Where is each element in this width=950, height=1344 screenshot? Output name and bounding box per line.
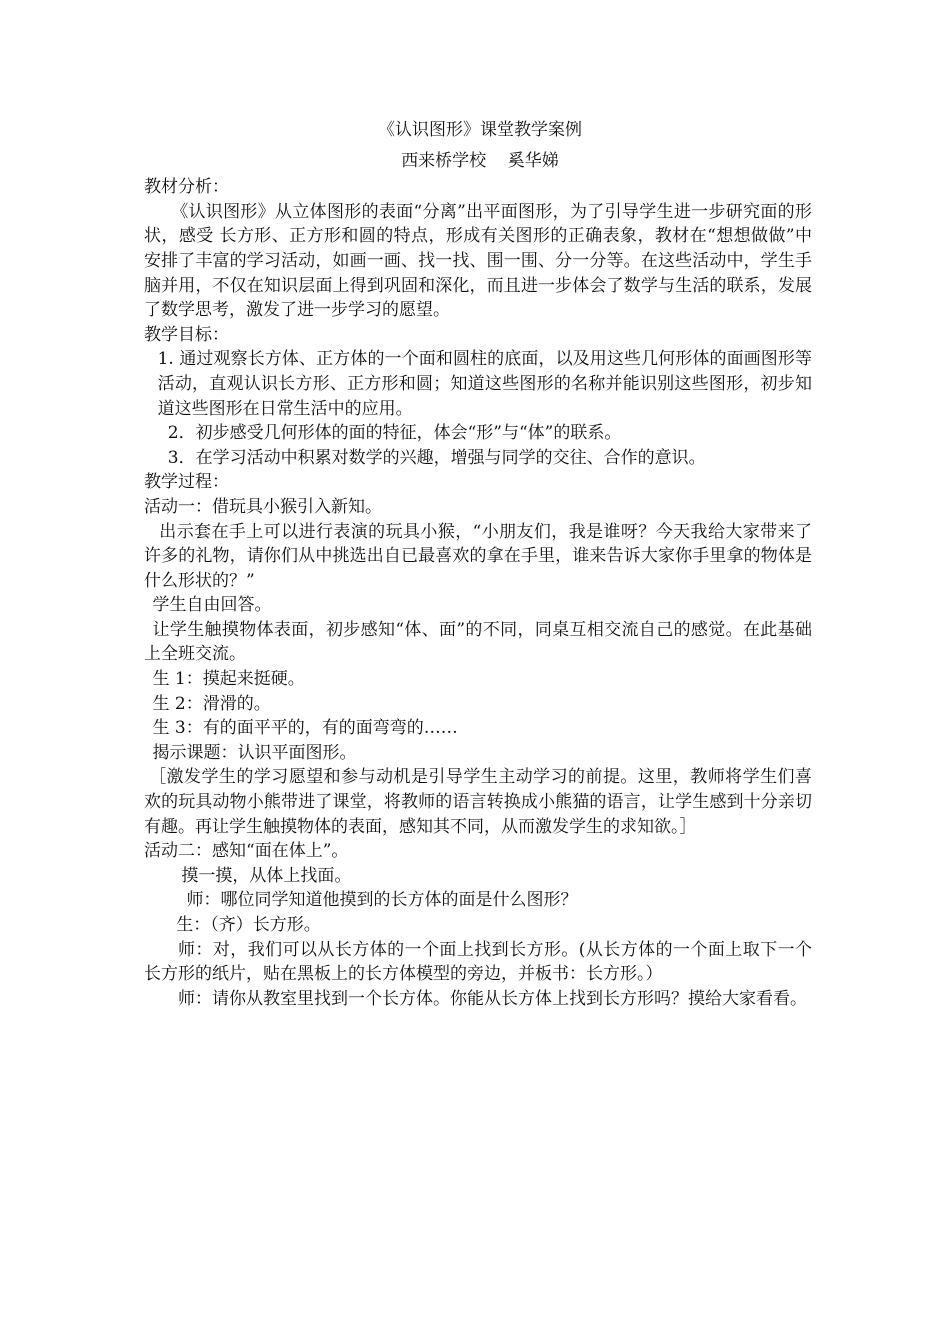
- paragraph-monkey-intro: 出示套在手上可以进行表演的玩具小猴，“小朋友们，我是谁呀？今天我给大家带来了许多的礼物，请你们从中挑选出自已最喜欢的拿在手里，谁来告诉大家你手里拿的物体是什么形状的？”: [144, 521, 812, 591]
- document-body: [144, 117, 812, 1011]
- section-heading-textbook-analysis: 教材分析：: [144, 177, 229, 198]
- paragraph-touch-surface: 让学生触摸物体表面，初步感知“体、面”的不同，同桌互相交流自己的感觉。在此基础上全班交流。: [144, 619, 812, 665]
- paragraph-students-answer: 学生自由回答。: [152, 595, 272, 616]
- student-chorus-reply: 生：（齐）长方形。: [176, 915, 321, 935]
- teacher-response: 师：对，我们可以从长方体的一个面上找到长方形。(从长方体的一个面上取下一个长方形的纸片，贴在黑板上的长方体模型的旁边，并板书：长方形。）: [144, 939, 812, 985]
- student-reply-3: 生 3：有的面平平的，有的面弯弯的……: [152, 718, 458, 739]
- teacher-question: 师：哪位同学知道他摸到的长方体的面是什么图形？: [186, 890, 578, 911]
- paragraph-textbook-analysis: 《认识图形》从立体图形的表面“分离”出平面图形，为了引导学生进一步研究面的形状，感受 长方形、正方形和圆的特点，形成有关图形的正确表象，教材在“想想做做”中安排了丰富的学习活动，如画一画、找一找、围一围、分一分等。在这些活动中，学生手脑并用，不仅在知识层面上得到巩固和深化，而且进一步体会了数学与生活的联系，发展了数学思考，激发了进一步学习的愿望。: [144, 201, 812, 321]
- section-heading-teaching-process: 教学过程：: [144, 472, 229, 493]
- goal-item-2: 2．初步感受几何形体的面的特征，体会“形”与“体”的联系。: [167, 423, 622, 444]
- student-reply-1: 生 1：摸起来挺硬。: [152, 669, 305, 690]
- activity-one-heading: 活动一：借玩具小猴引入新知。: [144, 496, 382, 517]
- paragraph-reveal-topic: 揭示课题：认识平面图形。: [152, 742, 357, 763]
- student-reply-2: 生 2：滑滑的。: [152, 693, 271, 714]
- section-heading-teaching-goals: 教学目标：: [144, 324, 229, 345]
- paragraph-touch-find: 摸一摸，从体上找面。: [181, 865, 352, 886]
- paragraph-commentary: ［激发学生的学习愿望和参与动机是引导学生主动学习的前提。这里，教师将学生们喜欢的玩具动物小熊带进了课堂，将教师的语言转换成小熊猫的语言，让学生感到十分亲切有趣。再让学生触摸物体的表面，感知其不同，从而激发学生的求知欲。］: [144, 767, 812, 837]
- activity-two-heading: 活动二：感知“面在体上”。: [144, 841, 349, 862]
- goal-item-1: 1. 通过观察长方体、正方体的一个面和圆柱的底面，以及用这些几何形体的面画图形等活动，直观认识长方形、正方形和圆；知道这些图形的名称并能识别这些图形，初步知道这些图形在日常生活中的应用。: [157, 349, 812, 419]
- teacher-instruction: 师：请你从教室里找到一个长方体。你能从长方体上找到长方形吗？摸给大家看看。: [178, 988, 807, 1009]
- document-title: 《认识图形》课堂教学案例: [378, 120, 582, 140]
- author-line: 西来桥学校 奚华娣: [401, 150, 559, 171]
- goal-item-3: 3．在学习活动中积累对数学的兴趣，增强与同学的交往、合作的意识。: [167, 447, 706, 468]
